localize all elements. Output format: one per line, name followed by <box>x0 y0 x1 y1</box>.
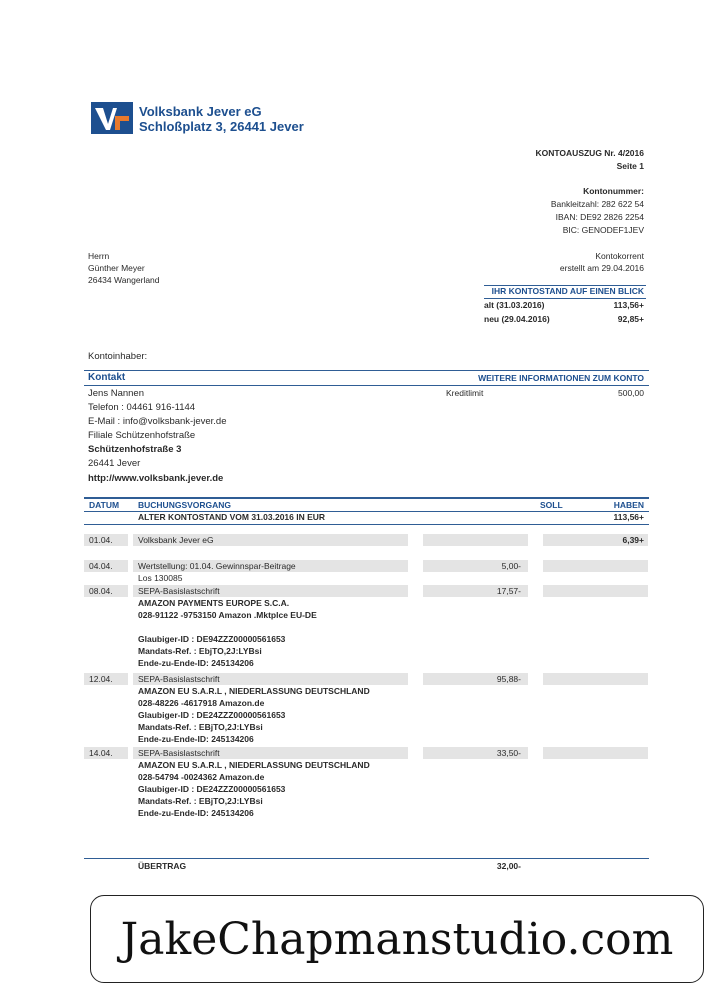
old-balance-value: 113,56+ <box>613 300 644 310</box>
row-3-line-2: AMAZON PAYMENTS EUROPE S.C.A. <box>138 598 290 608</box>
bank-address: Schloßplatz 3, 26441 Jever <box>139 119 304 134</box>
new-balance-value: 92,85+ <box>617 314 644 324</box>
row-3-line-7: Ende-zu-Ende-ID: 245134206 <box>138 658 254 668</box>
more-info-heading: WEITERE INFORMATIONEN ZUM KONTO <box>478 373 644 383</box>
row-5-line-5: Mandats-Ref. : EBjTO,2J:LYBsi <box>138 796 263 806</box>
bank-logo-icon <box>91 102 133 134</box>
row-4-line-3: 028-48226 -4617918 Amazon.de <box>138 698 265 708</box>
recipient-name: Günther Meyer <box>88 263 145 273</box>
statement-page: Seite 1 <box>616 161 644 171</box>
table-top-rule <box>84 497 649 499</box>
recipient-salutation: Herrn <box>88 251 110 261</box>
contact-top-rule <box>84 370 649 371</box>
holder-label: Kontoinhaber: <box>88 351 148 362</box>
row-2-soll: 5,00- <box>501 561 521 571</box>
row-5-line-6: Ende-zu-Ende-ID: 245134206 <box>138 808 254 818</box>
row-3-soll: 17,57- <box>496 586 521 596</box>
row-3-line-5: Glaubiger-ID : DE94ZZZ00000561653 <box>138 634 286 644</box>
balance-box-title: IHR KONTOSTAND AUF EINEN BLICK <box>491 286 644 296</box>
contact-branch: Filiale Schützenhofstraße <box>88 430 196 441</box>
created-date: erstellt am 29.04.2016 <box>559 263 644 273</box>
row-1-date: 01.04. <box>89 535 113 545</box>
contact-street: Schützenhofstraße 3 <box>88 444 182 455</box>
bankleitzahl: Bankleitzahl: 282 622 54 <box>550 199 644 209</box>
row-5-line-2: AMAZON EU S.A.R.L , NIEDERLASSUNG DEUTSCHLAND <box>138 760 370 770</box>
row-3-line-3: 028-91122 -9753150 Amazon .Mktplce EU-DE <box>138 610 317 620</box>
row-4-soll: 95,88- <box>496 674 521 684</box>
account-label: Kontonummer: <box>583 186 644 196</box>
row-5-line-1: SEPA-Basislastschrift <box>138 748 220 758</box>
row-bg-haben <box>543 747 648 759</box>
row-5-line-3: 028-54794 -0024362 Amazon.de <box>138 772 265 782</box>
contact-city: 26441 Jever <box>88 458 141 469</box>
row-5-line-4: Glaubiger-ID : DE24ZZZ00000561653 <box>138 784 286 794</box>
old-balance-row-value: 113,56+ <box>613 512 644 522</box>
row-3-line-1: SEPA-Basislastschrift <box>138 586 220 596</box>
contact-web: http://www.volksbank.jever.de <box>88 473 224 484</box>
contact-rule <box>84 385 649 386</box>
row-2-line-2: Los 130085 <box>138 573 183 583</box>
row-bg-soll <box>423 534 528 546</box>
row-bg-haben <box>543 673 648 685</box>
row-3-date: 08.04. <box>89 586 113 596</box>
recipient-city: 26434 Wangerland <box>88 275 160 285</box>
old-balance-label: alt (31.03.2016) <box>484 300 545 310</box>
new-balance-label: neu (29.04.2016) <box>484 314 550 324</box>
row-4-line-4: Glaubiger-ID : DE24ZZZ00000561653 <box>138 710 286 720</box>
contact-name: Jens Nannen <box>88 388 144 399</box>
col-soll: SOLL <box>540 500 563 510</box>
row-bg-haben <box>543 560 648 572</box>
transfer-value: 32,00- <box>496 861 521 871</box>
bic: BIC: GENODEF1JEV <box>562 225 644 235</box>
row-2-line-1: Wertstellung: 01.04. Gewinnspar-Beitrage <box>138 561 296 571</box>
watermark-banner: JakeChapmanstudio.com <box>90 895 704 983</box>
old-balance-rule <box>84 524 649 525</box>
row-4-date: 12.04. <box>89 674 113 684</box>
row-2-date: 04.04. <box>89 561 113 571</box>
credit-limit-value: 500,00 <box>618 388 644 398</box>
account-type: Kontokorrent <box>595 251 644 261</box>
row-4-line-2: AMAZON EU S.A.R.L , NIEDERLASSUNG DEUTSCHLAND <box>138 686 370 696</box>
balance-box-rule <box>484 298 646 299</box>
col-datum: DATUM <box>89 500 120 510</box>
statement-title: KONTOAUSZUG Nr. 4/2016 <box>535 148 644 158</box>
contact-phone: Telefon : 04461 916-1144 <box>88 402 196 413</box>
row-5-soll: 33,50- <box>496 748 521 758</box>
col-buchung: BUCHUNGSVORGANG <box>138 500 232 510</box>
contact-heading: Kontakt <box>88 372 126 383</box>
transfer-rule <box>84 858 649 859</box>
col-haben: HABEN <box>613 500 644 510</box>
old-balance-row-label: ALTER KONTOSTAND VOM 31.03.2016 IN EUR <box>138 512 326 522</box>
row-3-line-6: Mandats-Ref. : EbjTO,2J:LYBsi <box>138 646 262 656</box>
row-5-date: 14.04. <box>89 748 113 758</box>
iban: IBAN: DE92 2826 2254 <box>555 212 644 222</box>
contact-email: E-Mail : info@volksbank-jever.de <box>88 416 227 427</box>
row-1-haben: 6,39+ <box>622 535 644 545</box>
row-4-line-6: Ende-zu-Ende-ID: 245134206 <box>138 734 254 744</box>
row-1-text: Volksbank Jever eG <box>138 535 214 545</box>
row-4-line-1: SEPA-Basislastschrift <box>138 674 220 684</box>
transfer-label: ÜBERTRAG <box>138 861 187 871</box>
credit-limit-label: Kreditlimit <box>446 388 484 398</box>
bank-name: Volksbank Jever eG <box>139 104 262 119</box>
row-bg-haben <box>543 585 648 597</box>
row-4-line-5: Mandats-Ref. : EBjTO,2J:LYBsi <box>138 722 263 732</box>
